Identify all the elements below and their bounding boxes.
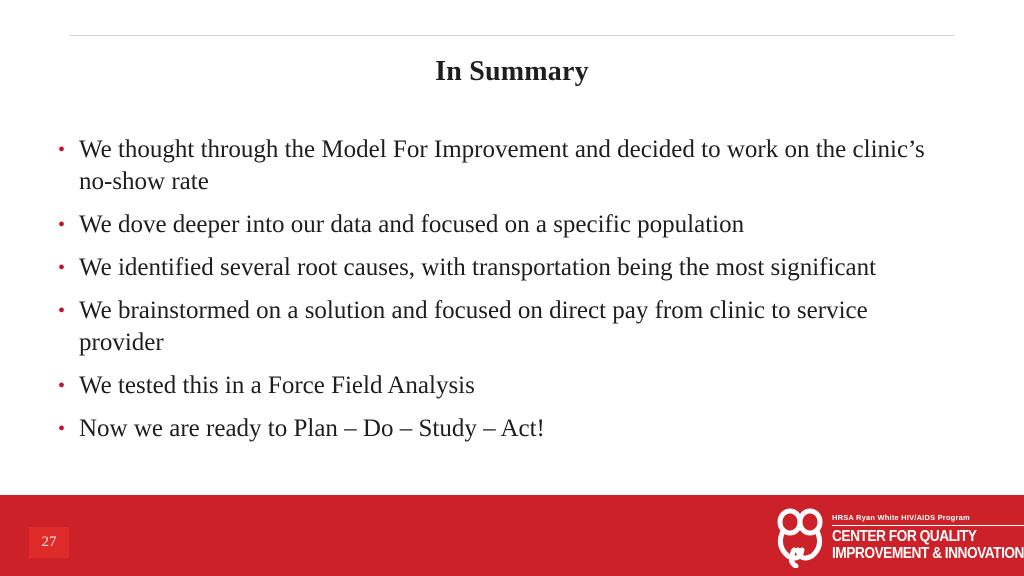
bullet-dot-icon: • [58,300,66,322]
logo-line-2: IMPROVEMENT & INNOVATION [832,544,1024,562]
bullet-dot-icon: • [58,257,66,279]
bullet-item [58,209,958,241]
bullet-dot-icon: • [58,375,66,397]
bullet-text: We tested this in a Force Field Analysis [79,372,475,399]
ribbon-logo-icon [774,506,828,568]
bullet-item [58,370,958,402]
bullet-dot-icon: • [58,418,66,440]
bullet-text: Now we are ready to Plan – Do – Study – Act! [79,415,545,442]
header-divider [70,35,954,36]
bullet-text: We identified several root causes, with transportation being the most significant [79,254,877,281]
logo-text [832,513,1024,562]
bullet-text: We brainstormed on a solution and focused on direct pay from clinic to service provider [79,297,868,356]
cqii-logo [774,506,1024,568]
bullet-text: We dove deeper into our data and focused on a specific population [79,211,745,238]
bullet-item [58,295,958,359]
bullet-item [58,252,958,284]
bullet-item [58,134,958,198]
bullet-text: We thought through the Model For Improvement and decided to work on the clinic’s no-show rate [79,136,925,195]
page-number: 27 [29,527,69,558]
bullet-dot-icon: • [58,214,66,236]
logo-line-1: CENTER FOR QUALITY [832,527,977,545]
bullet-list [58,134,958,456]
logo-program-name: HRSA Ryan White HIV/AIDS Program [832,513,1024,526]
bullet-dot-icon: • [58,139,66,161]
slide-title: In Summary [435,56,589,87]
bullet-item [58,413,958,445]
